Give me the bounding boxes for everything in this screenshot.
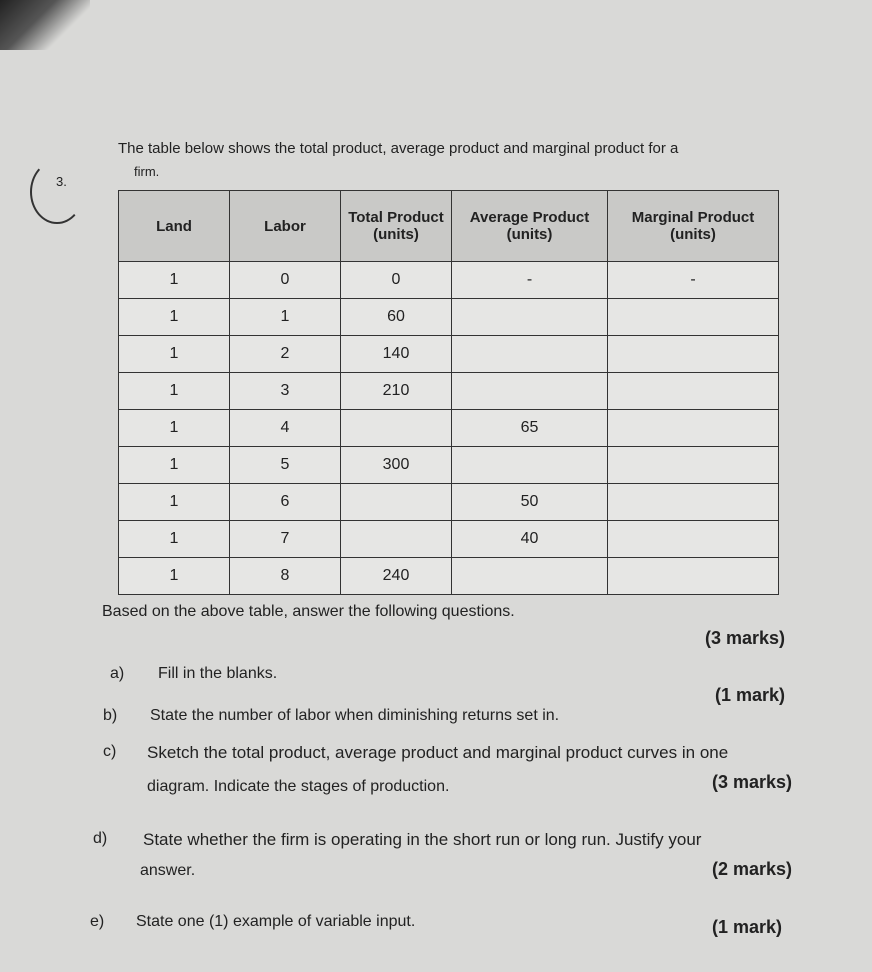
- cell-ap: [452, 373, 608, 410]
- cell-labor: 2: [230, 336, 341, 373]
- cell-land: 1: [119, 373, 230, 410]
- label-e: e): [90, 913, 105, 930]
- cell-ap: [452, 447, 608, 484]
- marks-d: (2 marks): [712, 859, 793, 879]
- cell-tp: [341, 410, 452, 447]
- label-d: d): [93, 830, 108, 847]
- cell-ap: 50: [452, 484, 608, 521]
- cell-mp: [608, 521, 779, 558]
- photo-edge: [0, 0, 90, 50]
- cell-ap: [452, 299, 608, 336]
- cell-mp: [608, 336, 779, 373]
- column-header-mp: Marginal Product (units): [608, 191, 779, 262]
- label-c: c): [103, 743, 117, 760]
- production-table: [118, 190, 779, 595]
- table-row: [119, 299, 779, 336]
- cell-land: 1: [119, 484, 230, 521]
- column-header-labor: Labor: [230, 191, 341, 262]
- cell-land: 1: [119, 447, 230, 484]
- question-number-circle: [30, 160, 84, 224]
- table-row: [119, 447, 779, 484]
- table-row: [119, 336, 779, 373]
- cell-tp: 140: [341, 336, 452, 373]
- instruction: Based on the above table, answer the following questions.: [102, 603, 515, 620]
- question-b: State the number of labor when diminishing returns set in.: [150, 707, 560, 724]
- question-number: 3.: [56, 174, 67, 189]
- cell-tp: 300: [341, 447, 452, 484]
- cell-land: 1: [119, 521, 230, 558]
- cell-ap: 40: [452, 521, 608, 558]
- marks-c: (3 marks): [712, 772, 793, 792]
- table-row: [119, 410, 779, 447]
- question-d-line2: answer.: [140, 862, 196, 879]
- question-a: Fill in the blanks.: [158, 665, 278, 682]
- cell-labor: 7: [230, 521, 341, 558]
- marks-b: (1 mark): [715, 685, 786, 705]
- cell-labor: 4: [230, 410, 341, 447]
- cell-mp: [608, 447, 779, 484]
- label-b: b): [103, 707, 118, 724]
- cell-land: 1: [119, 262, 230, 299]
- marks-e: (1 mark): [712, 917, 783, 937]
- label-a: a): [110, 665, 125, 682]
- cell-labor: 6: [230, 484, 341, 521]
- cell-land: 1: [119, 410, 230, 447]
- marks-a: (3 marks): [705, 628, 786, 648]
- cell-tp: 210: [341, 373, 452, 410]
- column-header-ap: Average Product (units): [452, 191, 608, 262]
- cell-mp: -: [608, 262, 779, 299]
- column-header-land: Land: [119, 191, 230, 262]
- cell-ap: [452, 336, 608, 373]
- cell-ap: 65: [452, 410, 608, 447]
- cell-mp: [608, 299, 779, 336]
- cell-labor: 3: [230, 373, 341, 410]
- cell-mp: [608, 484, 779, 521]
- cell-mp: [608, 373, 779, 410]
- question-d: State whether the firm is operating in the short run or long run. Justify your: [143, 830, 702, 849]
- question-c-line2: diagram. Indicate the stages of production.: [147, 778, 450, 795]
- cell-labor: 1: [230, 299, 341, 336]
- cell-ap: -: [452, 262, 608, 299]
- cell-mp: [608, 558, 779, 595]
- table-row: [119, 484, 779, 521]
- cell-land: 1: [119, 558, 230, 595]
- table-row: [119, 521, 779, 558]
- table-row: [119, 262, 779, 299]
- cell-labor: 5: [230, 447, 341, 484]
- cell-tp: 240: [341, 558, 452, 595]
- cell-land: 1: [119, 299, 230, 336]
- intro-text: The table below shows the total product, average product and marginal product for a: [118, 140, 679, 157]
- production-table-wrapper: [118, 190, 779, 595]
- cell-labor: 0: [230, 262, 341, 299]
- cell-mp: [608, 410, 779, 447]
- table-row: [119, 558, 779, 595]
- question-c: Sketch the total product, average product and marginal product curves in one: [147, 743, 729, 762]
- cell-tp: [341, 521, 452, 558]
- cell-labor: 8: [230, 558, 341, 595]
- table-row: [119, 373, 779, 410]
- intro-text-continued: firm.: [134, 164, 160, 179]
- cell-tp: 0: [341, 262, 452, 299]
- cell-land: 1: [119, 336, 230, 373]
- question-e: State one (1) example of variable input.: [136, 913, 416, 930]
- cell-tp: [341, 484, 452, 521]
- cell-tp: 60: [341, 299, 452, 336]
- cell-ap: [452, 558, 608, 595]
- column-header-tp: Total Product (units): [341, 191, 452, 262]
